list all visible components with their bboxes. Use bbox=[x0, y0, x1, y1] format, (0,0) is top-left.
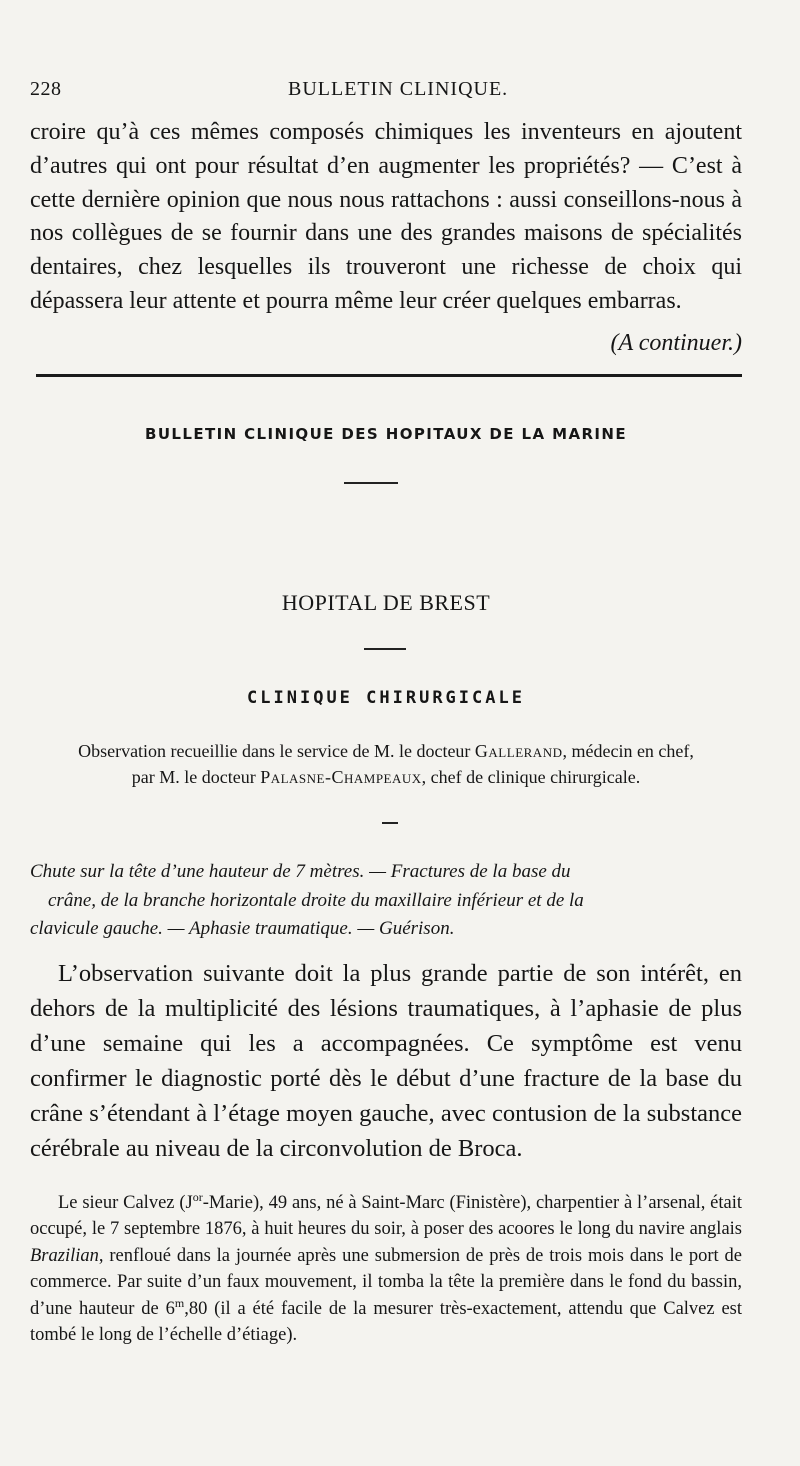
observation-text: , chef de clinique chirurgicale. bbox=[421, 767, 641, 787]
main-paragraph: L’observation suivante doit la plus grande partie de son intérêt, en dehors de la multiplicité des lésions traumatiques, à l’aphasie de plus d’une semaine qui les a accompagnées. Ce symptôme est venu confirmer le diagnostic porté dès le début d’une fracture de la base du crâne s’étendant à l’étage moyen gauche, avec contusion de la substance cérébrale au niveau de la circonvolution de Broca. bbox=[30, 960, 742, 1162]
observation-text: par M. le docteur bbox=[131, 767, 256, 787]
case-text: , renfloué dans la journée après une submersion de près de trois mois dans le port de commerce. Par suite d’un faux mouvement, il tomba la tête la première dans le fond du bassin, d’une hauteur de 6 bbox=[30, 1245, 742, 1319]
short-rule bbox=[344, 482, 398, 484]
document-page bbox=[30, 0, 742, 1466]
section-heading: BULLETIN CLINIQUE DES HOPITAUX DE LA MARINE bbox=[144, 425, 627, 443]
superscript: or bbox=[192, 1189, 203, 1204]
doctor-name: Palasne-Champeaux bbox=[260, 767, 422, 787]
superscript: m bbox=[174, 1295, 185, 1310]
running-header bbox=[30, 78, 742, 108]
case-title bbox=[30, 858, 742, 944]
doctor-name: Gallerand bbox=[474, 741, 563, 761]
short-rule bbox=[382, 822, 398, 824]
ship-name: Brazilian bbox=[30, 1245, 99, 1266]
case-text: ,80 (il a été facile de la mesurer très-exactement, attendu que Calvez est tombé le long de l’échelle d’étiage). bbox=[30, 1298, 742, 1346]
hospital-heading: HOPITAL DE BREST bbox=[281, 590, 491, 615]
observation-text: Observation recueillie dans le service de M. le docteur bbox=[78, 741, 471, 761]
section-divider bbox=[36, 374, 742, 377]
observation-credit bbox=[30, 738, 742, 790]
case-title-line: Chute sur la tête d’une hauteur de 7 mètres. — Fractures de la base du bbox=[30, 861, 571, 882]
case-paragraph bbox=[30, 1190, 742, 1348]
case-title-line: clavicule gauche. — Aphasie traumatique. — Guérison. bbox=[30, 918, 455, 939]
short-rule bbox=[364, 648, 406, 650]
intro-paragraph: croire qu’à ces mêmes composés chimiques les inventeurs en ajoutent d’autres qui ont pour résultat d’en augmenter les propriétés? — C’est à cette dernière opinion que nous nous rattachons : aussi conseillons-nous à nos collègues de se fournir dans une des grandes maisons de spécialités dentaires, chez lesquelles ils trouveront une richesse de choix qui dépassera leur attente et pourra même leur créer quelques embarras. bbox=[30, 119, 742, 314]
observation-text: , médecin en chef, bbox=[562, 741, 694, 761]
service-heading: CLINIQUE CHIRURGICALE bbox=[247, 688, 525, 708]
case-text: Le sieur Calvez (J bbox=[58, 1193, 193, 1213]
page-number: 228 bbox=[30, 78, 62, 100]
case-text: -Marie), 49 ans, né à Saint-Marc (Finistère), charpentier à l’arsenal, était occupé, le 7 septembre 1876, à huit heures du soir, à poser des acoores le long du navire anglais bbox=[30, 1193, 743, 1240]
case-title-line: crâne, de la branche horizontale droite du maxillaire inférieur et de la bbox=[48, 889, 584, 911]
to-be-continued: (A continuer.) bbox=[610, 330, 742, 356]
running-title: BULLETIN CLINIQUE. bbox=[288, 78, 509, 100]
